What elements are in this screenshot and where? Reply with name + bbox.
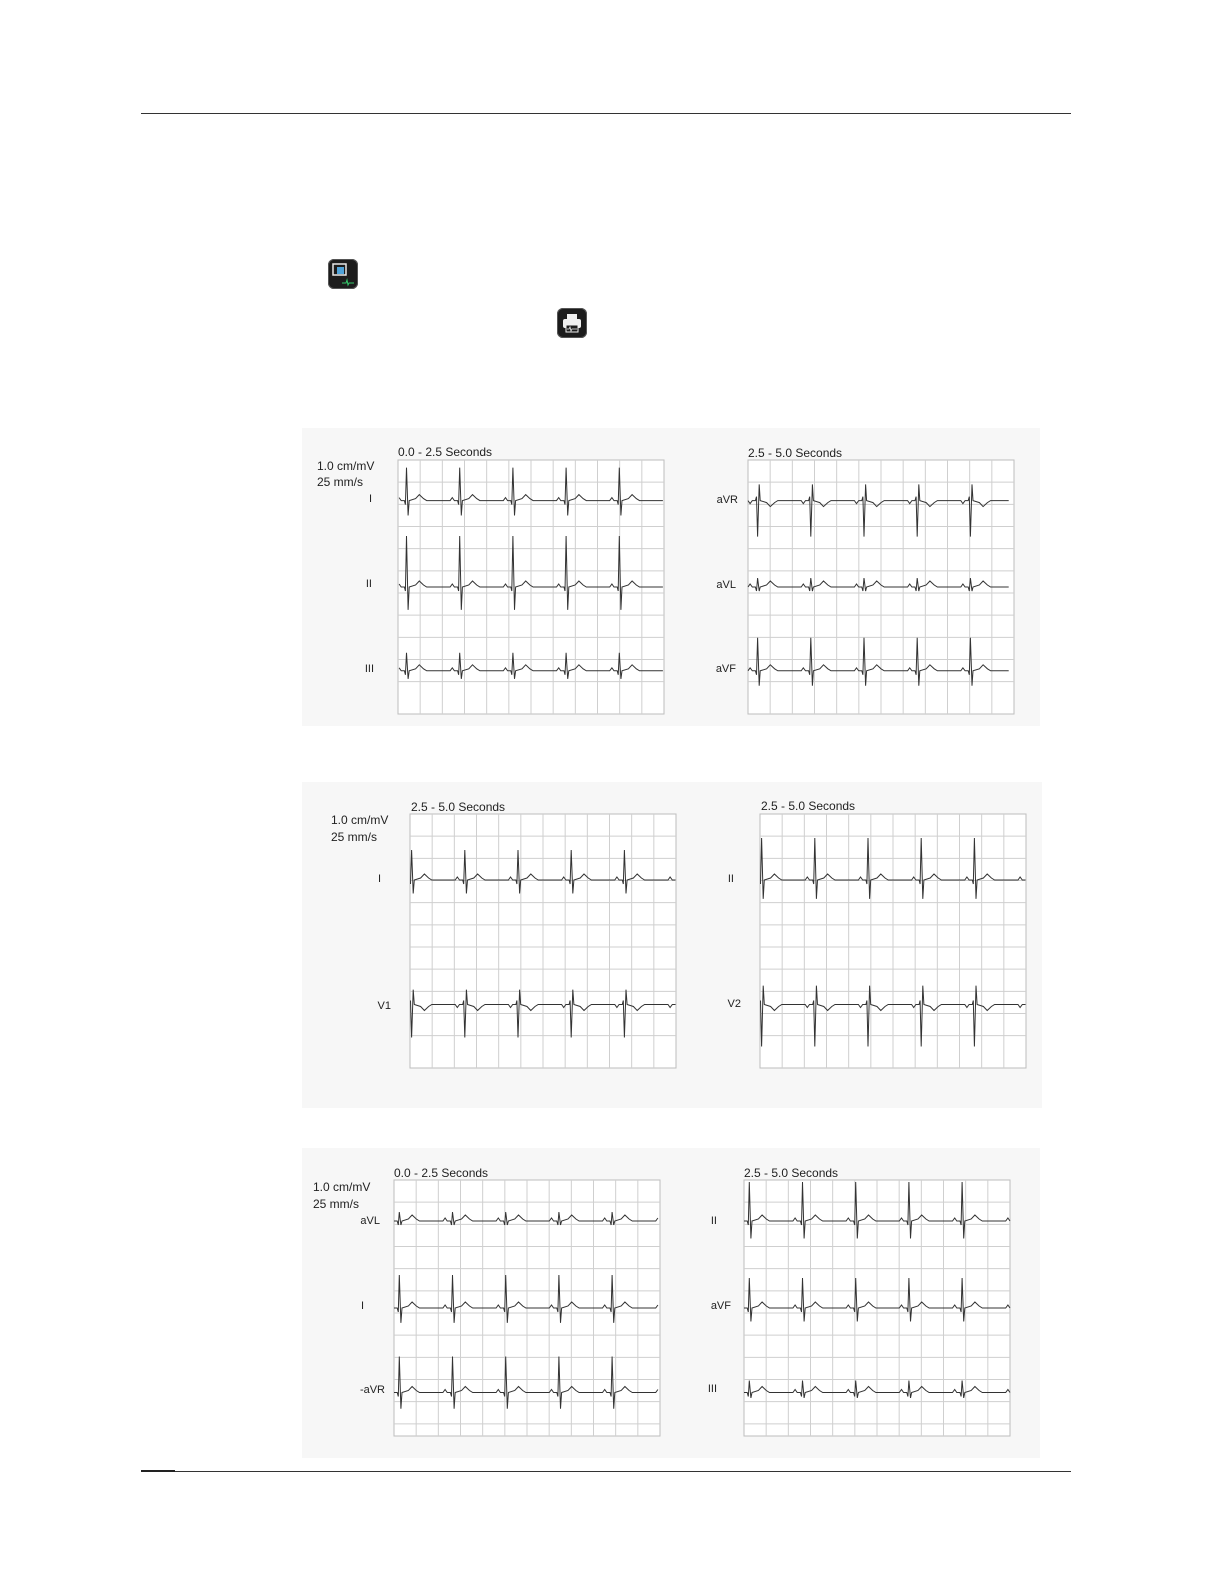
lead-label: II — [727, 873, 734, 885]
scale-speed: 25 mm/s — [331, 830, 378, 844]
scale-gain: 1.0 cm/mV — [331, 813, 389, 827]
ecg-strip-svg — [302, 782, 1042, 1108]
strip-title: 2.5 - 5.0 Seconds — [748, 446, 843, 460]
ecg-monitor-icon[interactable] — [328, 259, 358, 289]
lead-label: V2 — [727, 998, 741, 1010]
footer-rule-mark — [141, 1470, 175, 1472]
ecg-figure-3 — [302, 1148, 1040, 1458]
ecg-strip-svg — [302, 1148, 1040, 1458]
lead-label: aVL — [360, 1215, 380, 1227]
strip-title: 2.5 - 5.0 Seconds — [411, 800, 506, 814]
lead-label: V1 — [377, 1000, 391, 1012]
lead-label: III — [364, 663, 374, 675]
header-rule — [141, 113, 1071, 114]
scale-gain: 1.0 cm/mV — [313, 1180, 371, 1194]
ecg-grid — [410, 814, 676, 1068]
scale-gain: 1.0 cm/mV — [317, 459, 375, 473]
lead-label: aVF — [715, 663, 736, 675]
printer-glyph — [557, 308, 587, 338]
scale-speed: 25 mm/s — [313, 1197, 360, 1211]
footer-rule — [141, 1471, 1071, 1472]
lead-label: I — [360, 1300, 364, 1312]
strip-title: 0.0 - 2.5 Seconds — [394, 1166, 489, 1180]
ecg-figure-1 — [302, 428, 1040, 726]
lead-label: II — [710, 1215, 717, 1227]
ecg-monitor-glyph — [328, 259, 358, 289]
ecg-grid — [760, 814, 1026, 1068]
lead-label: III — [707, 1383, 717, 1395]
lead-label: II — [365, 578, 372, 590]
strip-title: 2.5 - 5.0 Seconds — [744, 1166, 839, 1180]
lead-label: I — [368, 493, 372, 505]
lead-label: aVR — [716, 494, 738, 506]
lead-label: -aVR — [359, 1384, 385, 1396]
ecg-figure-2 — [302, 782, 1042, 1108]
lead-label: aVL — [716, 579, 736, 591]
lead-label: I — [377, 873, 381, 885]
printer-icon[interactable] — [557, 308, 587, 338]
lead-label: aVF — [710, 1300, 731, 1312]
strip-title: 2.5 - 5.0 Seconds — [761, 799, 856, 813]
ecg-strip-svg — [302, 428, 1040, 726]
strip-title: 0.0 - 2.5 Seconds — [398, 445, 493, 459]
scale-speed: 25 mm/s — [317, 475, 364, 489]
